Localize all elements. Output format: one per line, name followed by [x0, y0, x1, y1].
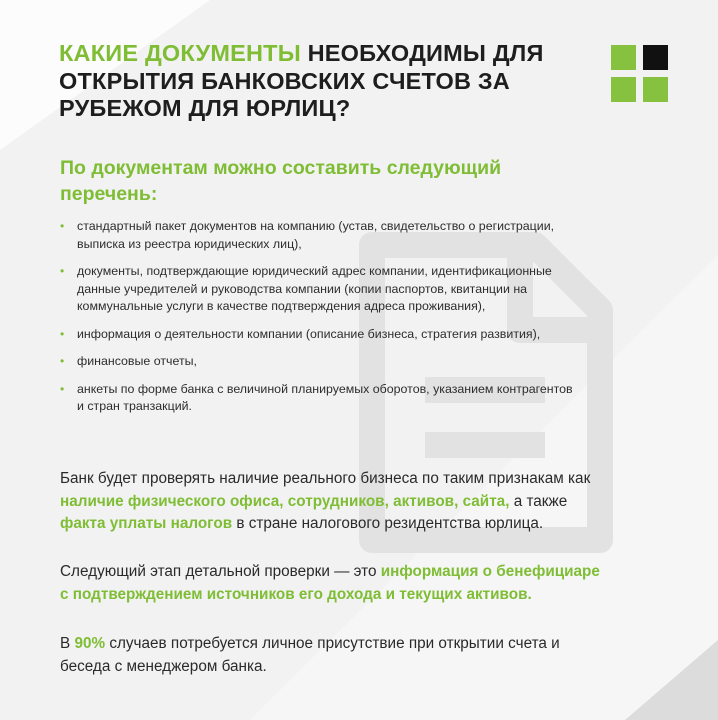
bullet-icon: • — [60, 264, 65, 278]
list-item — [60, 353, 580, 371]
list-item — [60, 381, 580, 416]
bullet-icon: • — [60, 381, 65, 396]
paragraph-highlight: факта уплаты налогов — [60, 515, 233, 532]
paragraph-text: а также — [509, 492, 568, 510]
paragraph-beneficiary-check — [60, 561, 600, 606]
paragraph-text: В — [60, 635, 75, 652]
documents-list — [60, 218, 580, 426]
paragraph-business-check — [60, 468, 600, 536]
title-rest: НЕОБХОДИМЫ ДЛЯ ОТКРЫТИЯ БАНКОВСКИХ СЧЕТОВ ЗА РУБЕЖОМ ДЛЯ ЮРЛИЦ? — [59, 40, 544, 121]
four-squares-logo — [611, 45, 669, 103]
paragraph-text: Следующий этап детальной проверки — это — [60, 563, 381, 580]
bullet-icon: • — [60, 326, 65, 341]
list-item-text: информация о деятельности компании (описание бизнеса, стратегия развития), — [77, 326, 541, 341]
paragraph-text: в стране налогового резидентства юрлица. — [232, 515, 544, 532]
logo-square-green-top-left — [611, 45, 636, 70]
paragraph-highlight: 90% — [74, 635, 106, 652]
list-item — [60, 218, 580, 253]
list-item-text: финансовые отчеты, — [77, 354, 197, 368]
section-subtitle: По документам можно составить следующий перечень: — [60, 157, 502, 205]
paragraph-text: случаев потребуется личное присутствие при открытии счета и беседа с менеджером банка. — [60, 635, 560, 675]
page-title — [59, 40, 599, 123]
bullet-icon: • — [60, 354, 65, 368]
paragraph-highlight: информация о бенефициаре с подтверждением источников его дохода и текущих активов. — [60, 563, 600, 603]
logo-square-black-top-right — [643, 45, 668, 70]
list-item-text: документы, подтверждающие юридический адрес компании, идентификационные данные учредителей и руководства компании (копии паспортов, квитанции на коммунальные услуги в качестве подтверждения адреса проживания), — [77, 264, 552, 313]
list-item — [60, 263, 580, 316]
paragraph-personal-presence — [60, 633, 600, 678]
paragraph-highlight: наличие физического офиса, сотрудников, активов, сайта, — [60, 492, 510, 510]
logo-square-green-bottom-right — [643, 77, 668, 102]
list-item — [60, 326, 580, 344]
paragraph-text: Банк будет проверять наличие реального бизнеса по таким признакам как — [60, 470, 591, 487]
bullet-icon: • — [60, 219, 65, 233]
list-item-text: анкеты по форме банка с величиной планируемых оборотов, указанием контрагентов и стран транзакций. — [77, 381, 573, 413]
list-item-text: стандартный пакет документов на компанию (устав, свидетельство о регистрации, выписка из реестра юридических лиц), — [77, 219, 555, 251]
title-highlight: КАКИЕ ДОКУМЕНТЫ — [59, 40, 301, 66]
logo-square-green-bottom-left — [611, 77, 636, 102]
